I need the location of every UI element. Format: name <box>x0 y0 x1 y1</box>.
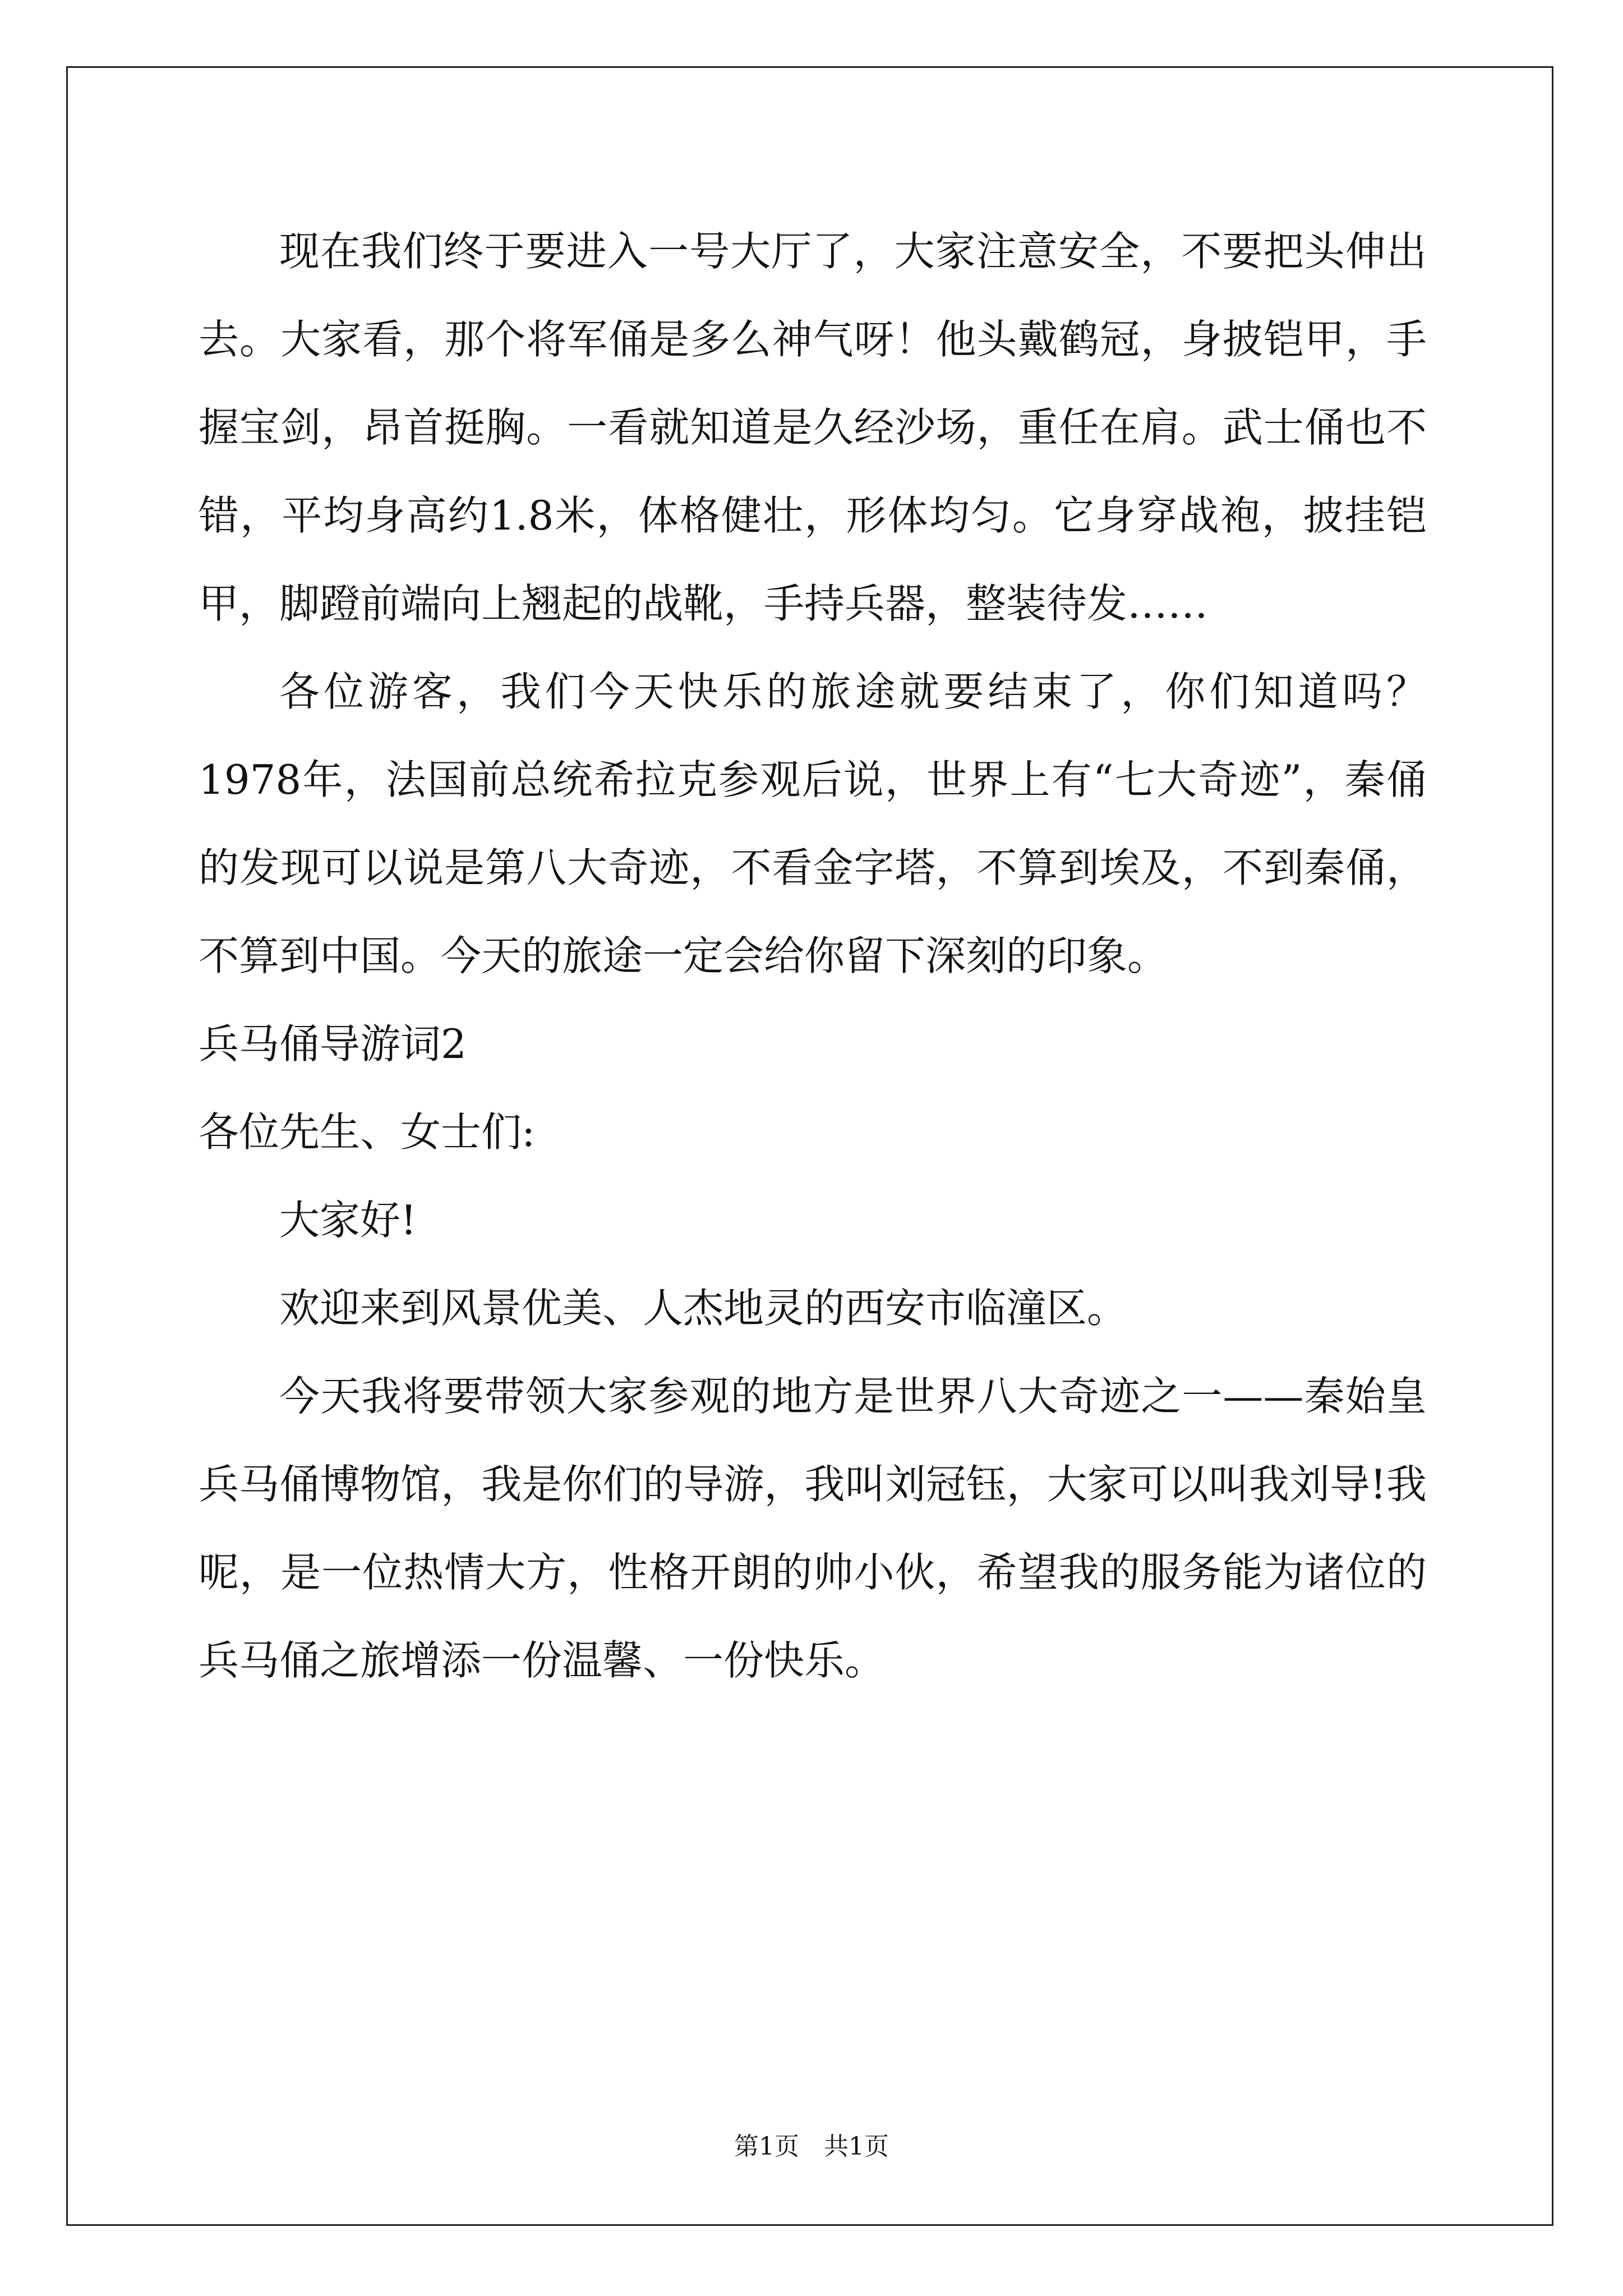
page-total: 共1页 <box>824 2132 889 2161</box>
paragraph-tour-ending: 各位游客，我们今天快乐的旅途就要结束了，你们知道吗？1978年，法国前总统希拉克参观后说，世界上有“七大奇迹”，秦俑的发现可以说是第八大奇迹，不看金字塔，不算到埃及，不到秦俑，不算到中国。今天的旅途一定会给你留下深刻的印象。 <box>199 668 1427 979</box>
page-footer <box>0 2126 1623 2162</box>
paragraph-guide-intro: 今天我将要带领大家参观的地方是世界八大奇迹之一——秦始皇兵马俑博物馆，我是你们的导游，我叫刘冠钰，大家可以叫我刘导!我呢，是一位热情大方，性格开朗的帅小伙，希望我的服务能为诸位的兵马俑之旅增添一份温馨、一份快乐。 <box>199 1373 1427 1684</box>
section-title: 兵马俑导游词2 <box>199 1020 467 1068</box>
page-number: 第1页 <box>734 2132 799 2161</box>
welcome-line: 欢迎来到风景优美、人杰地灵的西安市临潼区。 <box>279 1285 1128 1332</box>
salutation: 各位先生、女士们: <box>199 1108 536 1156</box>
document-body <box>199 208 1427 1705</box>
greeting: 大家好! <box>279 1197 417 1244</box>
paragraph-terracotta-hall: 现在我们终于要进入一号大厅了，大家注意安全，不要把头伸出去。大家看，那个将军俑是多么神气呀！他头戴鹤冠，身披铠甲，手握宝剑，昂首挺胸。一看就知道是久经沙场，重任在肩。武士俑也不错，平均身高约1.8米，体格健壮，形体均匀。它身穿战袍，披挂铠甲，脚蹬前端向上翘起的战靴，手持兵器，整装待发…… <box>199 228 1427 627</box>
